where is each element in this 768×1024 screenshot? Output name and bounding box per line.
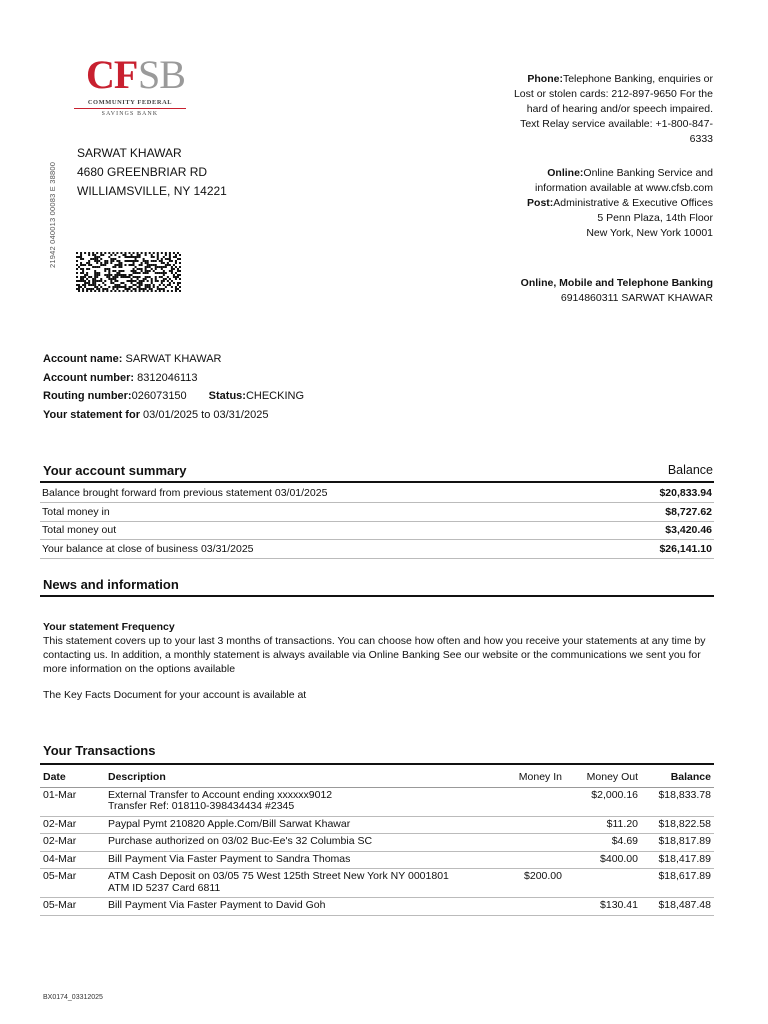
transaction-money-in [501,787,565,816]
statement-period-label: Your statement for [43,408,140,421]
summary-label: Your balance at close of business 03/31/2025 [40,540,604,559]
transaction-row [40,787,714,816]
transaction-money-out: $2,000.16 [565,787,641,816]
transaction-row [40,898,714,916]
summary-divider [40,481,714,483]
transaction-description [105,898,501,916]
transaction-balance: $18,417.89 [641,851,714,869]
transaction-date: 04-Mar [40,851,105,869]
news-body: This statement covers up to your last 3 months of transactions. You can choose how often and how you receive your statements at any time by contacting us. In addition, a monthly statement is always available via Online Banking See our website or the communications we sent you for more information on the options available [43,635,706,675]
transaction-description [105,816,501,834]
logo-subtitle-1: COMMUNITY FEDERAL [87,99,173,106]
summary-balance-header: Balance [667,463,713,477]
postal-barcode [76,252,181,292]
transaction-date: 02-Mar [40,816,105,834]
summary-value: $20,833.94 [604,484,714,503]
transaction-balance: $18,833.78 [641,787,714,816]
description-line-1: Purchase authorized on 03/02 Buc-Ee's 32 Columbia SC [108,835,373,847]
transaction-row [40,869,714,898]
transaction-money-in: $200.00 [501,869,565,898]
recipient-street: 4680 GREENBRIAR RD [77,165,208,179]
transaction-date: 05-Mar [40,869,105,898]
transaction-date: 02-Mar [40,834,105,852]
key-facts-text: The Key Facts Document for your account is available at [43,689,307,701]
transactions-divider [40,763,714,765]
cfsb-logo-mark [72,50,188,98]
news-divider [40,595,714,597]
summary-value: $26,141.10 [604,540,714,559]
transaction-row [40,834,714,852]
summary-table [40,484,714,559]
recipient-name: SARWAT KHAWAR [77,146,182,160]
news-title: News and information [43,577,179,592]
summary-row [40,484,714,503]
col-date: Date [40,767,105,787]
transaction-balance: $18,822.58 [641,816,714,834]
account-details [43,350,304,424]
col-money-out: Money Out [565,767,641,787]
summary-label: Total money in [40,503,604,522]
bank-logo [72,50,196,128]
account-number-label: Account number: [43,371,135,384]
news-subtitle: Your statement Frequency [43,621,175,633]
transaction-description [105,834,501,852]
summary-title: Your account summary [43,463,187,478]
summary-label: Balance brought forward from previous statement 03/01/2025 [40,484,604,503]
recipient-city: WILLIAMSVILLE, NY 14221 [77,184,227,198]
transaction-balance: $18,487.48 [641,898,714,916]
summary-row [40,521,714,540]
post-label: Post: [527,197,554,209]
description-line-1: Paypal Pymt 210820 Apple.Com/Bill Sarwat Khawar [108,817,351,830]
description-line-2: ATM ID 5237 Card 6811 [108,881,221,894]
transaction-money-out: $130.41 [565,898,641,916]
post-contact [503,196,713,211]
description-line-1: ATM Cash Deposit on 03/05 75 West 125th Street New York NY 0001801 [108,870,449,882]
summary-row [40,540,714,559]
footer-reference-code: BX0174_03312025 [43,994,103,1001]
description-line-1: External Transfer to Account ending xxxxxx9012 [108,788,333,801]
svg-text:SB: SB [138,52,185,97]
description-line-2: Transfer Ref: 018110-398434434 #2345 [108,800,295,812]
transaction-date: 01-Mar [40,787,105,816]
post-line-2: 5 Penn Plaza, 14th Floor [597,212,713,224]
account-number: 8312046113 [137,371,198,384]
online-contact [503,166,713,196]
account-status: CHECKING [245,390,305,402]
routing-number-label: Routing number: [43,390,132,402]
transactions-header-row [40,767,714,787]
transaction-row [40,816,714,834]
transaction-balance: $18,617.89 [641,869,714,898]
mailing-address [77,144,227,201]
summary-value: $3,420.46 [604,521,714,540]
news-content [43,620,715,702]
summary-value: $8,727.62 [604,503,714,522]
col-balance: Balance [641,767,714,787]
transaction-money-out: $4.69 [565,834,641,852]
online-text: Online Banking Service and information available at www.cfsb.com [535,167,713,194]
transaction-money-out: $11.20 [565,816,641,834]
logo-rule [74,108,186,109]
transaction-money-in [501,851,565,869]
banking-id: 6914860311 SARWAT KHAWAR [560,292,713,304]
col-money-in: Money In [501,767,565,787]
banking-contact [483,276,713,306]
side-reference-code: 21942 040013 00083 E 38800 [48,161,57,268]
phone-contact [513,72,713,147]
banking-title: Online, Mobile and Telephone Banking [520,277,713,289]
transaction-row [40,851,714,869]
statement-period: 03/01/2025 to 03/31/2025 [143,408,269,421]
phone-text: Telephone Banking, enquiries or Lost or stolen cards: 212-897-9650 For the hard of hearing and/or speech impaired. Text Relay service available: +1-800-847-6333 [513,73,713,145]
transaction-description [105,869,501,898]
transaction-money-in [501,816,565,834]
online-label: Online: [547,167,584,179]
status-label: Status: [208,390,246,402]
phone-label: Phone: [527,73,563,85]
online-post-contact [503,166,713,241]
col-description: Description [105,767,501,787]
post-line-1: Administrative & Executive Offices [553,197,713,209]
svg-text:CF: CF [86,52,138,97]
summary-label: Total money out [40,521,604,540]
account-name-label: Account name: [43,353,123,365]
transaction-balance: $18,817.89 [641,834,714,852]
routing-number: 026073150 [131,390,187,402]
transactions-table [40,767,714,916]
account-name: SARWAT KHAWAR [125,353,222,365]
transactions-title: Your Transactions [43,743,156,758]
transaction-description [105,851,501,869]
summary-row [40,503,714,522]
transaction-date: 05-Mar [40,898,105,916]
post-line-3: New York, New York 10001 [586,227,713,239]
transaction-money-out: $400.00 [565,851,641,869]
transaction-description [105,787,501,816]
description-line-1: Bill Payment Via Faster Payment to Sandra Thomas [108,852,351,865]
transaction-money-in [501,898,565,916]
logo-subtitle-2: SAVINGS BANK [101,111,159,117]
transaction-money-in [501,834,565,852]
transaction-money-out [565,869,641,898]
description-line-1: Bill Payment Via Faster Payment to David Goh [108,899,326,911]
